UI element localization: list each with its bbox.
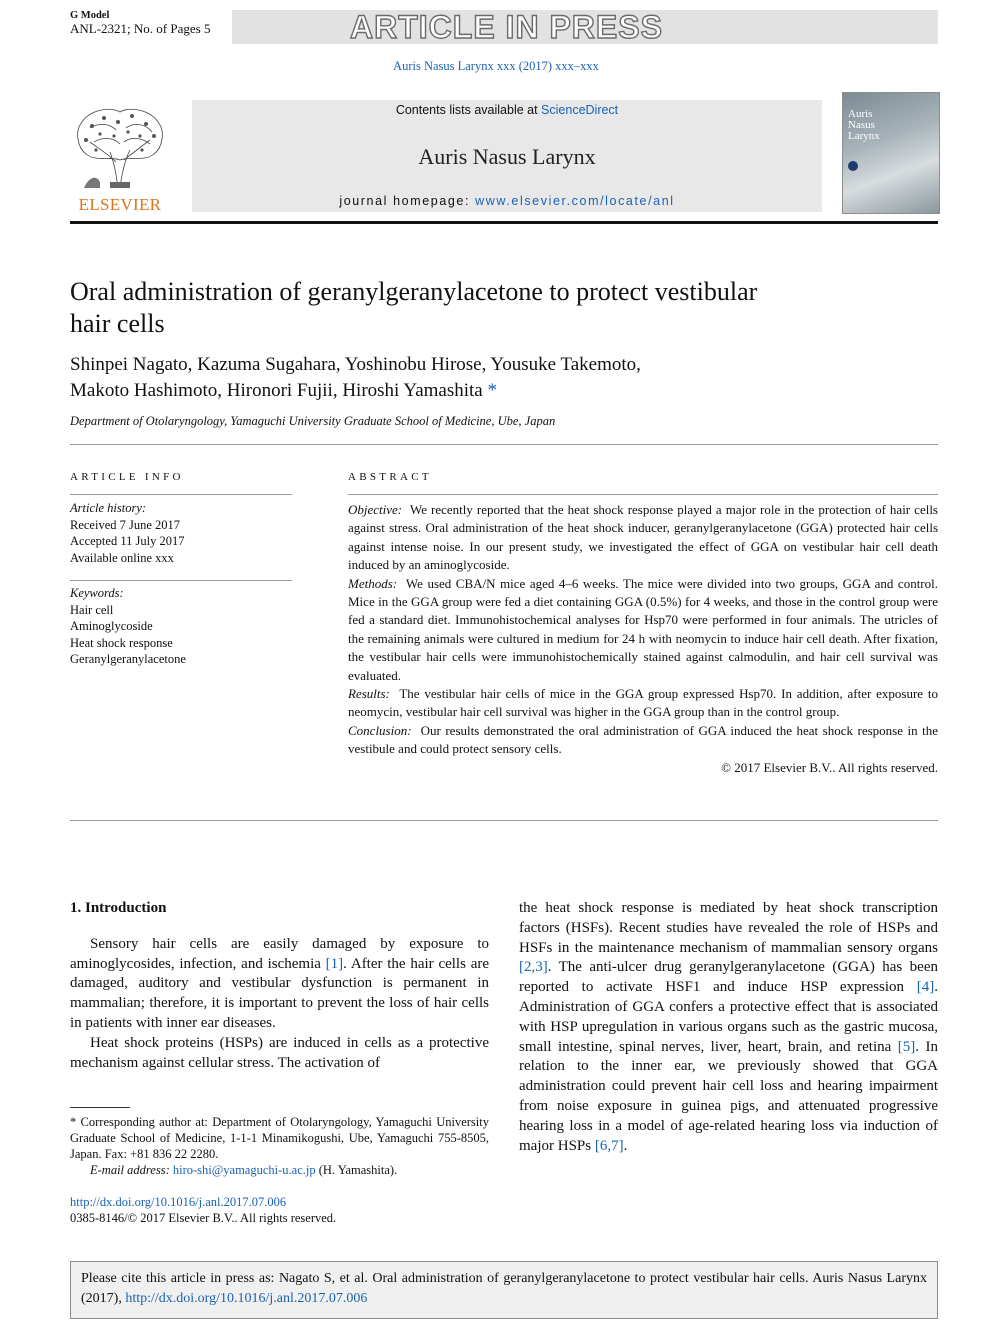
title-line-2: hair cells xyxy=(70,309,165,338)
keywords-rule xyxy=(70,580,292,581)
email-line xyxy=(70,1162,489,1178)
issn-line: 0385-8146/© 2017 Elsevier B.V.. All rights reserved. xyxy=(70,1211,337,1225)
affiliation-rule xyxy=(70,444,938,445)
journal-cover-thumbnail[interactable] xyxy=(842,92,940,214)
footnote-rule xyxy=(70,1107,130,1108)
article-info-heading: ARTICLE INFO xyxy=(70,471,184,483)
keyword-item: Hair cell xyxy=(70,602,114,617)
keywords-label: Keywords: xyxy=(70,586,124,600)
abstract-rule xyxy=(348,494,938,495)
abstract-conclusion xyxy=(348,722,938,759)
abstract-end-rule xyxy=(70,820,938,821)
citation-box xyxy=(70,1261,938,1319)
journal-reference[interactable]: Auris Nasus Larynx xxx (2017) xxx–xxx xyxy=(393,59,599,73)
introduction-heading: 1. Introduction xyxy=(70,900,167,916)
email-label: E-mail address: xyxy=(90,1163,170,1177)
authors-line-2-text: Makoto Hashimoto, Hironori Fujii, Hiroshi Yamashita xyxy=(70,380,483,401)
cover-badge-icon xyxy=(848,161,858,171)
objective-text: We recently reported that the heat shock response played a major role in the protection of hair cells against stress. Oral administration of the heat shock inducer, geranylgeranylacetone (GGA) protected hair cells against intense noise. In our present study, we investigated the effect of GGA on vestibular hair cell death induced by an aminoglycoside. xyxy=(348,502,938,573)
keyword-item: Heat shock response xyxy=(70,635,173,650)
methods-text: We used CBA/N mice aged 4–6 weeks. The mice were divided into two groups, GGA and control. Mice in the GGA group were fed a diet containing GGA (0.5%) for 4 weeks, and those in the control group were fed a standard diet. Immunohistochemical analyses for Hsp70 were performed in four animals. The utricles of the remaining animals were cultured in medium for 24 h with neomycin to induce hair cell death. After fixation, the vestibular hair cells were immunohistochemically stained against calmodulin, and hair cell survival was evaluated. xyxy=(348,575,938,683)
abstract-results xyxy=(348,685,938,722)
reference-link[interactable]: [1] xyxy=(325,955,344,972)
authors-line-1: Shinpei Nagato, Kazuma Sugahara, Yoshinobu Hirose, Yousuke Takemoto, xyxy=(70,354,641,375)
results-text: The vestibular hair cells of mice in the GGA group expressed Hsp70. In addition, after exposure to neomycin, vestibular hair cell survival was higher in the GGA group than in the control group. xyxy=(348,686,938,720)
corresponding-footnote: * Corresponding author at: Department of Otolaryngology, Yamaguchi University Graduate School of Medicine, 1-1-1 Minamikogushi, Ube, Yamaguchi 755-8505, Japan. Fax: +81 836 22 2280. xyxy=(70,1115,489,1161)
article-title xyxy=(70,276,930,340)
g-model-label: G Model xyxy=(70,10,110,21)
banner-text: ARTICLE IN PRESS xyxy=(350,8,663,45)
article-in-press-banner xyxy=(232,10,938,44)
conclusion-label: Conclusion: xyxy=(348,722,412,738)
journal-name: Auris Nasus Larynx xyxy=(418,144,596,169)
conclusion-text: Our results demonstrated the oral administration of GGA induced the heat shock response in the vestibule and could protect sensory cells. xyxy=(348,722,939,757)
reference-link[interactable]: [6,7] xyxy=(594,1137,624,1154)
doi-link[interactable]: http://dx.doi.org/10.1016/j.anl.2017.07.006 xyxy=(70,1195,287,1209)
objective-label: Objective: xyxy=(348,502,403,517)
abstract-heading: ABSTRACT xyxy=(348,471,432,483)
methods-label: Methods: xyxy=(348,575,398,591)
intro-r-text-c: . Administration of GGA confers a protective effect that is associated with HSP upregulation in various organs such as the gastric mucosa, small intestine, spinal nerves, liver, heart, brain, and retina xyxy=(519,979,938,1055)
results-label: Results: xyxy=(348,686,390,702)
contents-line xyxy=(192,103,822,117)
email-link[interactable]: hiro-shi@yamaguchi-u.ac.jp xyxy=(172,1163,316,1177)
corresponding-author-mark[interactable]: * xyxy=(487,380,497,401)
abstract-copyright: © 2017 Elsevier B.V.. All rights reserved. xyxy=(721,759,938,775)
contents-prefix: Contents lists available at xyxy=(395,103,542,117)
intro-paragraph-2: Heat shock proteins (HSPs) are induced in cells as a protective mechanism against cellular stress. The activation of xyxy=(70,1034,489,1071)
reference-link[interactable]: [5] xyxy=(897,1038,916,1055)
title-line-1: Oral administration of geranylgeranylacetone to protect vestibular xyxy=(70,277,758,306)
cover-title-line-2: Nasus xyxy=(848,119,875,131)
cover-title-line-3: Larynx xyxy=(848,130,880,142)
accepted-date: Accepted 11 July 2017 xyxy=(70,534,185,548)
history-label: Article history: xyxy=(70,501,147,515)
abstract-methods xyxy=(348,575,938,685)
doi-block xyxy=(70,1194,489,1226)
abstract-objective xyxy=(348,501,938,575)
article-info-rule xyxy=(70,494,292,495)
keyword-item: Geranylgeranylacetone xyxy=(70,652,186,666)
reference-link[interactable]: [2,3] xyxy=(519,959,548,976)
intro-r-text-a: the heat shock response is mediated by heat shock transcription factors (HSFs). Recent studies have revealed the role of HSPs and HSFs in the maintenance mechanism of mammalian sensory organs xyxy=(519,900,938,956)
publisher-wordmark: ELSEVIER xyxy=(78,195,162,214)
intro-paragraph-1 xyxy=(70,935,489,1034)
cover-title xyxy=(848,109,880,142)
abstract-body xyxy=(348,501,938,777)
homepage-link[interactable]: www.elsevier.com/locate/anl xyxy=(475,194,675,208)
article-id: ANL-2321; No. of Pages 5 xyxy=(70,21,211,36)
article-history xyxy=(70,500,292,566)
intro-r-text-e: . xyxy=(623,1137,628,1154)
cover-title-line-1: Auris xyxy=(848,108,873,120)
reference-link[interactable]: [4] xyxy=(916,979,935,996)
journal-header-box xyxy=(192,100,822,212)
keywords-block xyxy=(70,585,292,668)
received-date: Received 7 June 2017 xyxy=(70,517,181,532)
header-rule xyxy=(70,221,938,224)
intro-p1-text-a: Sensory hair cells are easily damaged by exposure to aminoglycosides, infection, and ischemia xyxy=(70,935,489,972)
homepage-line xyxy=(192,194,822,208)
citation-text: Please cite this article in press as: Nagato S, et al. Oral administration of geranylgeranylacetone to protect vestibular hair cells. Auris Nasus Larynx (2017), xyxy=(81,1271,927,1306)
homepage-prefix: journal homepage: xyxy=(339,194,476,208)
right-column xyxy=(519,899,938,1156)
online-date: Available online xxx xyxy=(70,550,174,565)
footnote xyxy=(70,1114,489,1178)
email-name: (H. Yamashita). xyxy=(315,1163,398,1177)
sciencedirect-link[interactable]: ScienceDirect xyxy=(541,103,619,117)
intro-p1-text-b: . After the hair cells are damaged, auditory and vestibular dysfunction is permanent in mammalian; therefore, it is important to prevent the loss of hair cells in patients with inner ear diseases. xyxy=(70,955,490,1031)
intro-continuation xyxy=(519,899,938,1156)
intro-r-text-b: . The anti-ulcer drug geranylgeranylacetone (GGA) has been reported to activate HSF1 and induce HSP expression xyxy=(519,959,938,996)
author-list xyxy=(70,352,930,404)
authors-line-2 xyxy=(70,378,930,404)
intro-r-text-d: . In relation to the inner ear, we previously showed that GGA administration could prevent hair cell loss and hearing impairment from noise exposure in guinea pigs, and attenuated progressive hearing loss in a model of age-related hearing loss via induction of major HSPs xyxy=(519,1038,938,1154)
citation-doi-link[interactable]: http://dx.doi.org/10.1016/j.anl.2017.07.006 xyxy=(125,1291,368,1306)
keyword-item: Aminoglycoside xyxy=(70,619,153,633)
affiliation: Department of Otolaryngology, Yamaguchi University Graduate School of Medicine, Ube, Japan xyxy=(70,414,556,428)
left-column xyxy=(70,899,489,1073)
